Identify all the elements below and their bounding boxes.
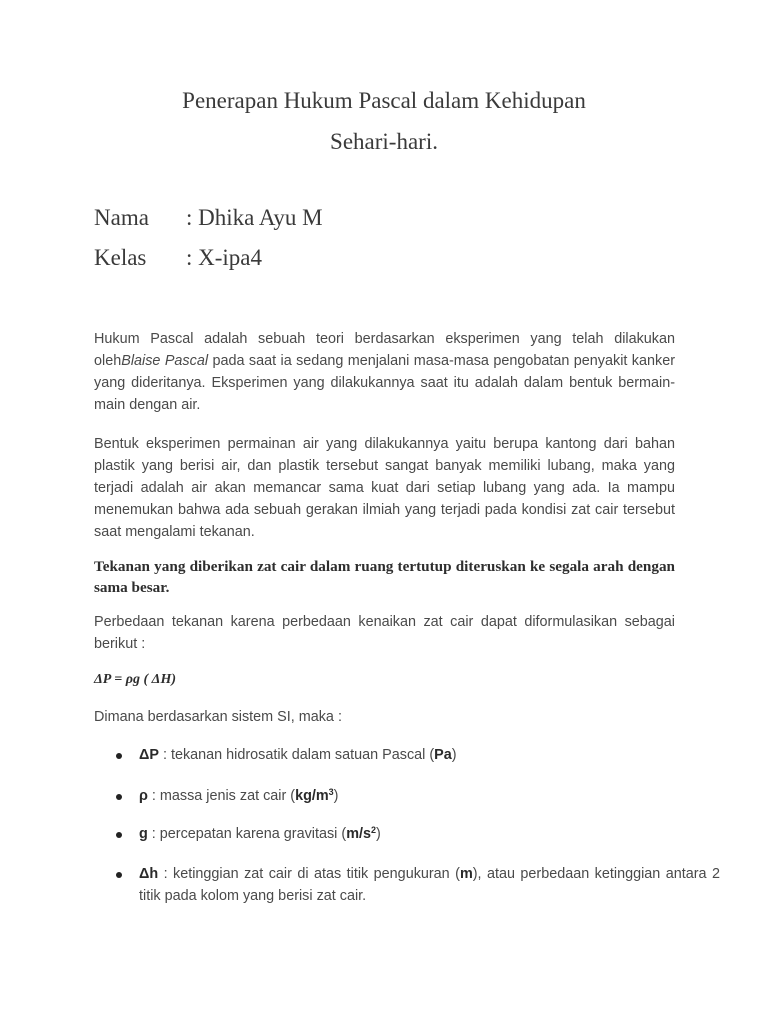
document-title-line-1: Penerapan Hukum Pascal dalam Kehidupan [182,88,586,113]
law-statement: Tekanan yang diberikan zat cair dalam ruang tertutup diteruskan ke segala arah dengan sama besar. [94,558,675,596]
definition-close: ) [451,747,457,763]
document-title-line-2: Sehari-hari. [330,129,438,154]
paragraph-si-units: Dimana berdasarkan sistem SI, maka : [94,709,342,725]
definition-close: ) [376,826,381,842]
definition-close: ) [333,788,339,804]
unit: Pa [434,747,452,763]
list-item [94,863,720,907]
paragraph-intro-after: pada saat ia sedang menjalani masa-masa pengobatan penyakit kanker yang dideritanya. Eksperimen yang dilakukannya saat itu adalah dalam bentuk bermain-main dengan air. [94,353,675,413]
identity-label-class: Kelas [94,245,147,270]
list-item [94,823,720,845]
formula: ΔP = ρg ( ΔH) [94,672,176,687]
symbol: Δh [139,866,159,882]
symbol: ρ [139,788,148,804]
unit: kg/m [295,788,329,804]
bullet-dot-icon [116,832,122,838]
definition-text: : massa jenis zat cair ( [147,788,296,804]
bullet-dot-icon [116,794,122,800]
paragraph-intro-before: Hukum Pascal adalah sebuah teori berdasarkan eksperimen yang telah dilakukan oleh [94,331,675,369]
bullet-dot-icon [116,753,122,759]
paragraph-formula-intro: Perbedaan tekanan karena perbedaan kenaikan zat cair dapat diformulasikan sebagai berikut : [94,614,675,652]
identity-value-name: : Dhika Ayu M [186,205,323,230]
symbol: g [139,826,148,842]
list-item [94,785,720,807]
symbol: ΔP [139,747,159,763]
paragraph-experiment: Bentuk eksperimen permainan air yang dilakukannya yaitu berupa kantong dari bahan plastik yang berisi air, dan plastik tersebut sangat banyak memiliki lubang, maka yang terjadi adalah air akan memancar sama kuat dari setiap lubang yang ada. Ia mampu menemukan bahwa ada sebuah gerakan ilmiah yang terjadi pada kondisi zat cair tersebut saat mengalami tekanan. [94,436,675,540]
bullet-dot-icon [116,872,122,878]
unit: m/s [346,826,371,842]
unit-exponent: 2 [371,825,377,835]
definition-close: ), atau perbedaan ketinggian antara 2 titik pada kolom yang berisi zat cair. [139,866,720,904]
definition-text: : percepatan karena gravitasi ( [147,826,347,842]
definition-text: : ketinggian zat cair di atas titik pengukuran ( [158,866,460,882]
unit: m [459,866,473,882]
identity-label-name: Nama [94,205,149,230]
list-item [94,744,720,766]
paragraph-intro-italic: Blaise Pascal [121,353,209,369]
paragraph-intro [94,328,675,416]
definition-text: : tekanan hidrosatik dalam satuan Pascal ( [158,747,435,763]
identity-value-class: : X-ipa4 [186,245,263,270]
unit-exponent: 3 [328,787,334,797]
